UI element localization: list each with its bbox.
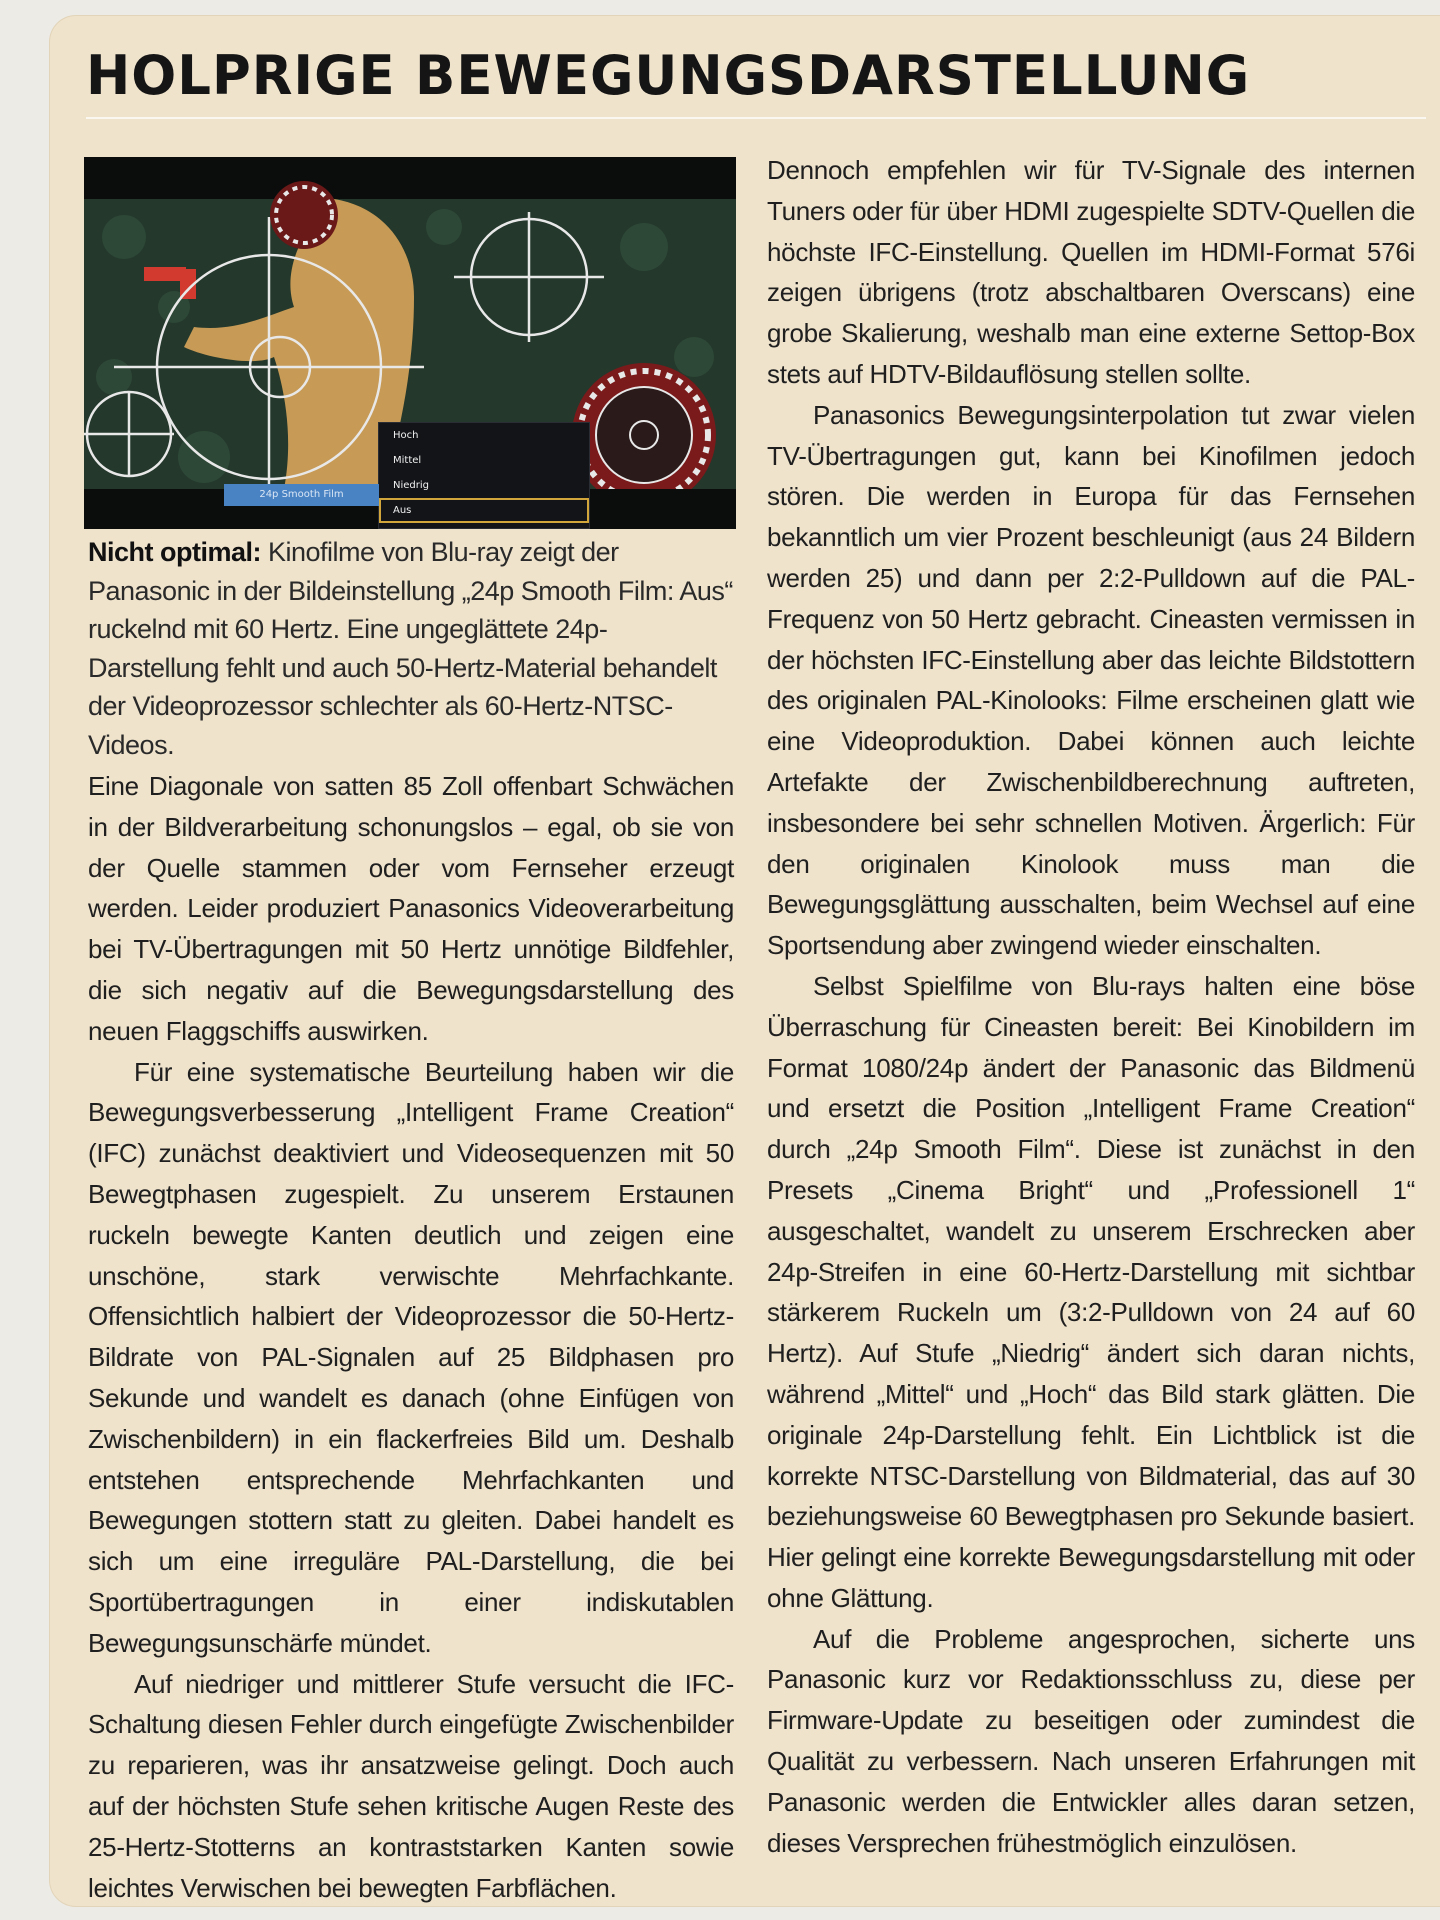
setting-label-24p: 24p Smooth Film xyxy=(224,484,379,506)
figure-caption xyxy=(88,533,736,764)
article-column-right xyxy=(767,150,1415,1863)
article-column-left xyxy=(88,766,734,1908)
paragraph: Eine Diagonale von satten 85 Zoll offenbart Schwächen in der Bildverarbeitung schonungslos – egal, ob sie von der Quelle stammen oder vom Fernseher erzeugt werden. Leider produziert Panasonics Videoverarbeitung bei TV-Übertragungen mit 50 Hertz unnötige Bildfehler, die sich negativ auf die Bewegungsdarstellung des neuen Flaggschiffs auswirken. xyxy=(88,771,734,1046)
article-title: HOLPRIGE BEWEGUNGSDARSTELLUNG xyxy=(86,44,1251,107)
paragraph: Für eine systematische Beurteilung haben wir die Bewegungsverbesserung „Intelligent Frame Creation“ (IFC) zunächst deaktiviert und Videosequenzen mit 50 Bewegtphasen zugespielt. Zu unserem Erstaunen ruckeln bewegte Kanten deutlich und zeigen eine unschöne, stark verwischte Mehrfachkante. Offensichtlich halbiert der Videoprozessor die 50-Hertz-Bildrate von PAL-Signalen auf 25 Bildphasen pro Sekunde und wandelt es danach (ohne Einfügen von Zwischenbildern) in ein flackerfreies Bild um. Deshalb entstehen entsprechende Mehrfachkanten und Bewegungen stottern statt zu gleiten. Dabei handelt es sich um eine irreguläre PAL-Darstellung, die bei Sportübertragungen in einer indiskutablen Bewegungsunschärfe mündet. xyxy=(88,1056,734,1658)
paragraph: Dennoch empfehlen wir für TV-Signale des internen Tuners oder für über HDMI zugespielte SDTV-Quellen die höchste IFC-Einstellung. Quellen im HDMI-Format 576i zeigen übrigens (trotz abschaltbaren Overscans) eine grobe Skalierung, weshalb man eine externe Settop-Box stets auf HDTV-Bildauflösung stellen sollte. xyxy=(767,155,1415,389)
caption-text: Kinofilme von Blu-ray zeigt der Panasonic in der Bildeinstellung „24p Smooth Film: Aus“ ruckelnd mit 60 Hertz. Eine ungeglättete 24p-Darstellung fehlt und auch 50-Hertz-Material behandelt der Videoprozessor schlechter als 60-Hertz-NTSC-Videos. xyxy=(88,537,733,760)
title-divider xyxy=(86,117,1426,119)
paragraph: Selbst Spielfilme von Blu-rays halten eine böse Überraschung für Cineasten bereit: Bei Kinobildern im Format 1080/24p ändert der Panasonic das Bildmenü und ersetzt die Position „Intelligent Frame Creation“ durch „24p Smooth Film“. Diese ist zunächst in den Presets „Cinema Bright“ und „Professionell 1“ ausgeschaltet, wandelt zu unserem Erschrecken aber 24p-Streifen in eine 60-Hertz-Darstellung mit sichtbar stärkerem Ruckeln um (3:2-Pulldown von 24 auf 60 Hertz). Auf Stufe „Niedrig“ ändert sich daran nichts, während „Mittel“ und „Hoch“ das Bild stark glätten. Die originale 24p-Darstellung fehlt. Ein Lichtblick ist die korrekte NTSC-Darstellung von Bildmaterial, das auf 30 beziehungsweise 60 Bewegtphasen pro Sekunde basiert. Hier gelingt eine korrekte Bewegungsdarstellung mit oder ohne Glättung. xyxy=(767,970,1415,1613)
menu-item-niedrig: Niedrig xyxy=(393,480,429,491)
paragraph: Panasonics Bewegungsinterpolation tut zwar vielen TV-Übertragungen gut, kann bei Kinofilmen jedoch stören. Die werden in Europa für das Fernsehen bekanntlich um vier Prozent beschleunigt (aus 24 Bildern werden 25) und dann per 2:2-Pulldown auf die PAL-Frequenz von 50 Hertz gebracht. Cineasten vermissen in der höchsten IFC-Einstellung aber das leichte Bildstottern des originalen PAL-Kinolooks: Filme erscheinen glatt wie eine Videoproduktion. Dabei können auch leichte Artefakte der Zwischenbildberechnung auftreten, insbesondere bei sehr schnellen Motiven. Ärgerlich: Für den originalen Kinolook muss man die Bewegungsglättung ausschalten, beim Wechsel auf eine Sportsendung aber zwingend wieder einschalten. xyxy=(767,399,1415,961)
menu-item-aus: Aus xyxy=(379,498,589,523)
paragraph: Auf die Probleme angesprochen, sicherte uns Panasonic kurz vor Redaktionsschluss zu, diese per Firmware-Update zu beseitigen oder zumindest die Qualität zu verbessern. Nach unseren Erfahrungen mit Panasonic werden die Entwickler alles daran setzen, dieses Versprechen frühestmöglich einzulösen. xyxy=(767,1623,1415,1858)
tv-screenshot-figure xyxy=(84,157,736,529)
menu-item-mittel: Mittel xyxy=(393,455,422,466)
smooth-film-menu xyxy=(378,422,590,529)
paragraph: Auf niedriger und mittlerer Stufe versucht die IFC-Schaltung diesen Fehler durch eingefügte Zwischenbilder zu reparieren, was ihr ansatzweise gelingt. Doch auch auf der höchsten Stufe sehen kritische Augen Reste des 25-Hertz-Stotterns an kontraststarken Kanten sowie leichtes Verwischen bei bewegten Farbflächen. xyxy=(88,1668,734,1903)
caption-lead: Nicht optimal: xyxy=(88,537,261,567)
menu-item-hoch: Hoch xyxy=(393,430,419,441)
